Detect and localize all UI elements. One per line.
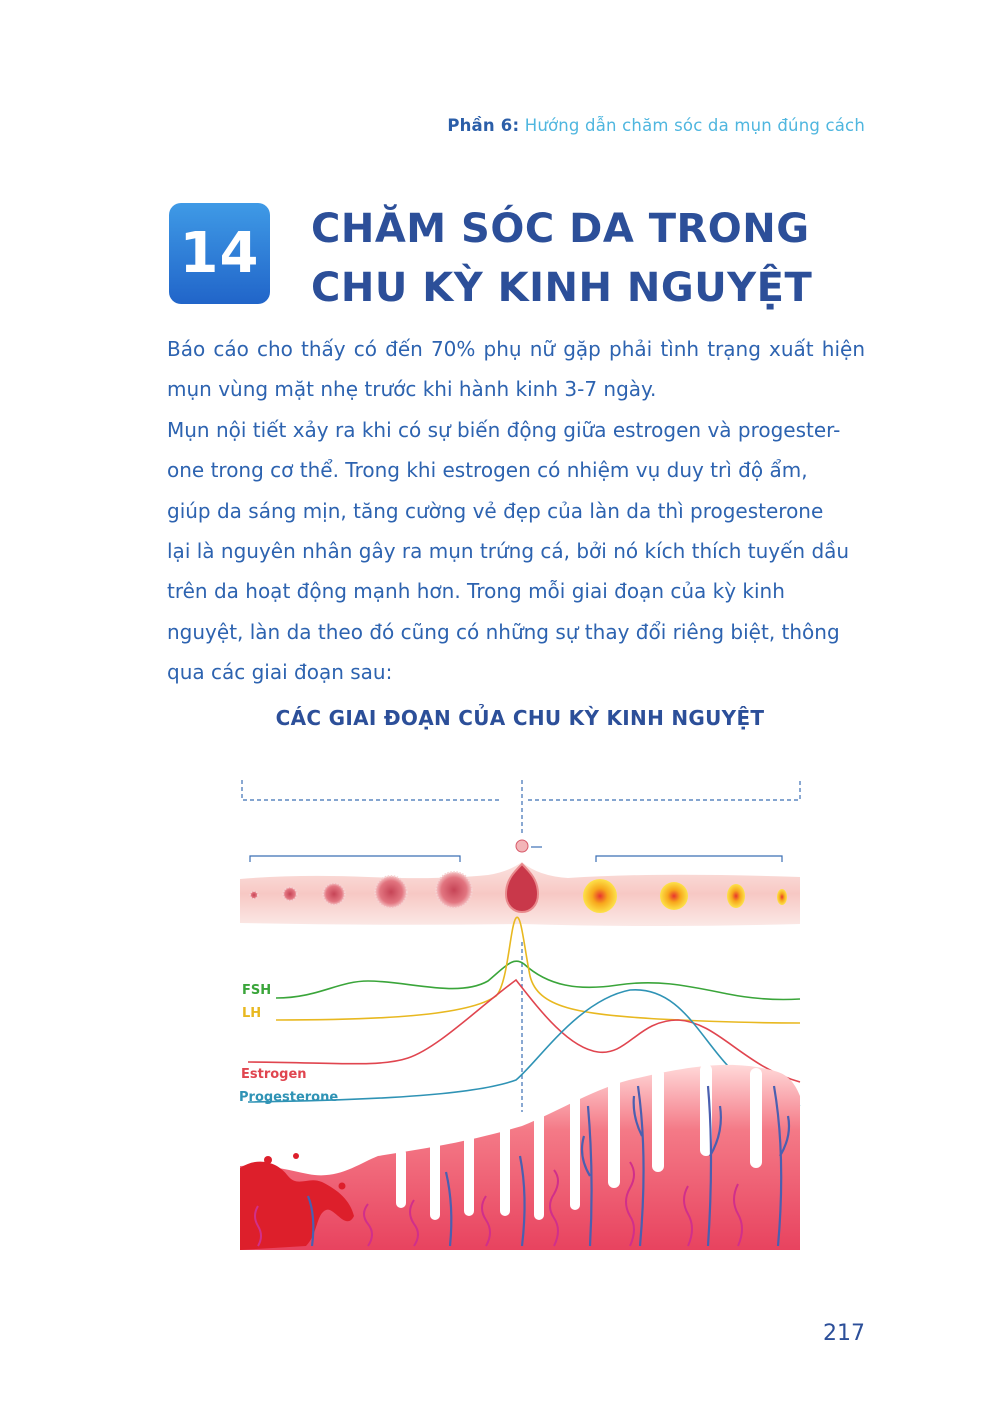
paragraph-line: nguyệt, làn da theo đó cũng có những sự thay đổi riêng biệt, thông [167,619,840,644]
phase-brackets [242,780,800,836]
label-lh: LH [242,1006,262,1021]
paragraph-line: Mụn nội tiết xảy ra khi có sự biến động giữa estrogen và progester- [167,417,841,442]
running-header [447,116,865,135]
fsh-curve [276,961,800,999]
section-number-badge: 14 [169,203,270,304]
paragraph-line: trên da hoạt động mạnh hơn. Trong mỗi giai đoạn của kỳ kinh [167,579,785,604]
paragraph-line: giúp da sáng mịn, tăng cường vẻ đẹp của làn da thì progesterone [167,498,824,523]
header-subtitle: Hướng dẫn chăm sóc da mụn đúng cách [524,116,865,135]
cycle-diagram [238,776,802,1252]
figure-title: CÁC GIAI ĐOẠN CỦA CHU KỲ KINH NGUYỆT [275,706,765,730]
menstrual-cycle-illustration [238,776,802,1252]
paragraph-hormones [167,410,865,693]
follicle-brackets [250,847,782,862]
label-fsh: FSH [242,983,272,998]
section-title [311,200,812,318]
page-number: 217 [823,1321,865,1346]
paragraph-line: qua các giai đoạn sau: [167,660,393,685]
body-text [167,329,865,693]
section-title-line1: CHĂM SÓC DA TRONG [311,206,810,252]
paragraph-intro: Báo cáo cho thấy có đến 70% phụ nữ gặp phải tình trạng xuất hiện mụn vùng mặt nhẹ trước khi hành kinh 3-7 ngày. [167,337,865,402]
label-estrogen: Estrogen [241,1067,307,1082]
header-part-label: Phần 6: [447,116,520,135]
paragraph-line: one trong cơ thể. Trong khi estrogen có nhiệm vụ duy trì độ ẩm, [167,458,808,483]
paragraph-line: lại là nguyên nhân gây ra mụn trứng cá, bởi nó kích thích tuyến dầu [167,539,850,564]
egg-icon [516,840,528,852]
section-title-line2: CHU KỲ KINH NGUYỆT [311,265,813,311]
label-progesterone: Progesterone [239,1090,339,1105]
